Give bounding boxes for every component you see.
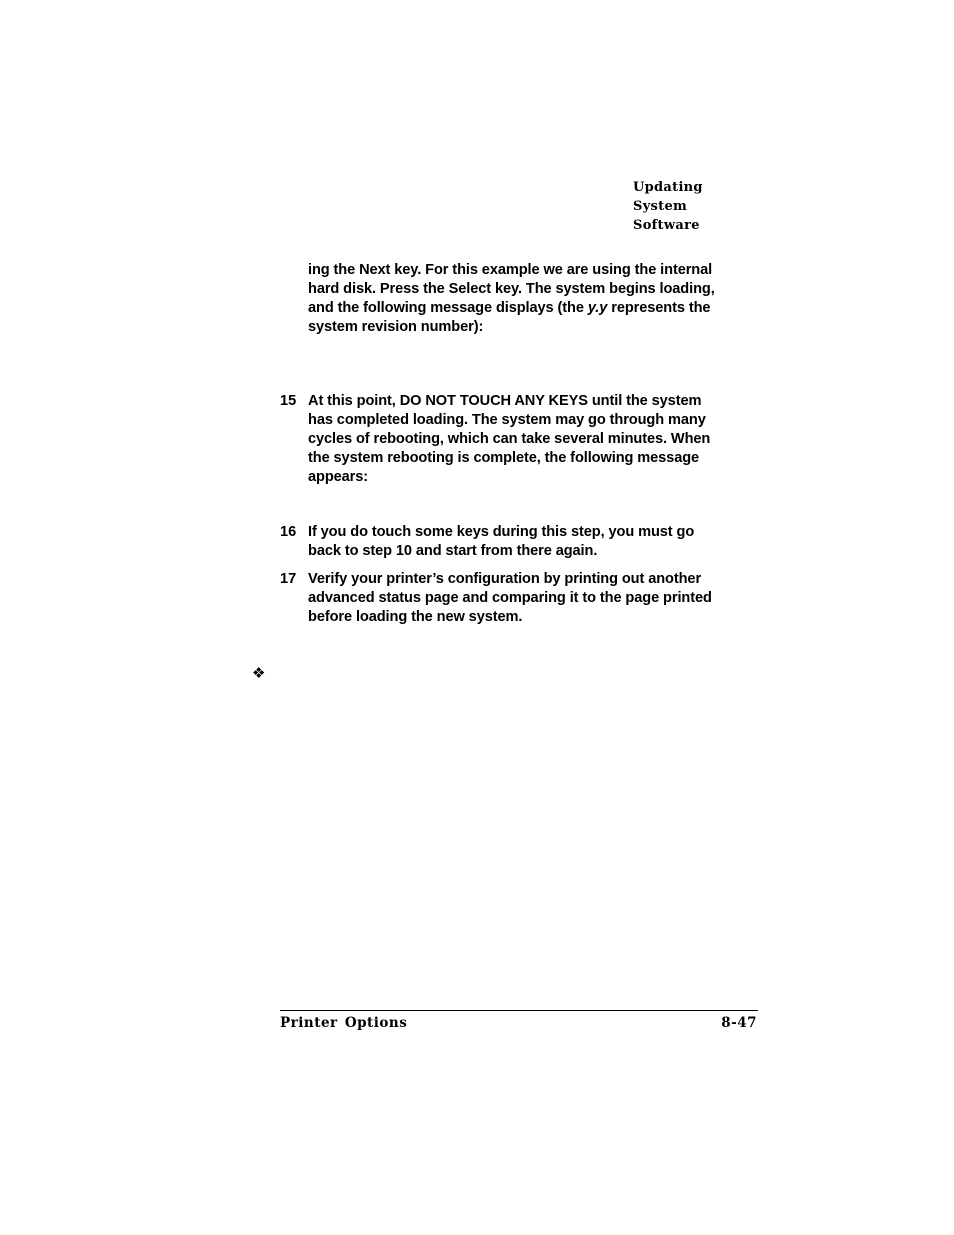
footer-divider bbox=[280, 1010, 758, 1011]
text-line: ing the Next key. For this example we are using the internal bbox=[308, 262, 713, 278]
text-span: represents the bbox=[607, 299, 711, 316]
intro-paragraph bbox=[308, 261, 758, 337]
step-text bbox=[308, 570, 758, 627]
section-title-line: Software bbox=[633, 218, 700, 233]
text-line: the system rebooting is complete, the following message bbox=[308, 449, 700, 466]
text-line: At this point, DO NOT TOUCH ANY KEYS until the system bbox=[308, 393, 702, 409]
text-line: has completed loading. The system may go through many bbox=[308, 411, 706, 428]
section-title-line: System bbox=[633, 199, 688, 214]
text-line: advanced status page and comparing it to the page printed bbox=[308, 589, 712, 606]
step-text bbox=[308, 523, 758, 561]
text-line: back to step 10 and start from there again. bbox=[308, 542, 598, 559]
footer-chapter-title: Printer Options bbox=[280, 1015, 408, 1031]
page-number: 8-47 bbox=[721, 1015, 757, 1031]
four-diamond-ornament-icon: ❖ bbox=[252, 665, 266, 682]
text-line: Verify your printer’s configuration by printing out another bbox=[308, 571, 702, 587]
step-number: 15 bbox=[280, 393, 297, 409]
text-line: hard disk. Press the Select key. The system begins loading, bbox=[308, 280, 715, 297]
text-line: If you do touch some keys during this step, you must go bbox=[308, 524, 695, 540]
text-line: before loading the new system. bbox=[308, 608, 523, 625]
text-line: system revision number): bbox=[308, 318, 484, 335]
step-number: 16 bbox=[280, 524, 297, 540]
section-title-line: Updating bbox=[633, 180, 703, 195]
italic-term: y.y bbox=[587, 299, 608, 316]
text-span: and the following message displays (the bbox=[308, 299, 588, 316]
text-line: cycles of rebooting, which can take several minutes. When bbox=[308, 430, 711, 447]
text-line: appears: bbox=[308, 468, 369, 485]
text-line bbox=[308, 299, 758, 318]
step-text bbox=[308, 392, 758, 487]
step-number: 17 bbox=[280, 571, 297, 587]
section-title bbox=[633, 178, 703, 235]
